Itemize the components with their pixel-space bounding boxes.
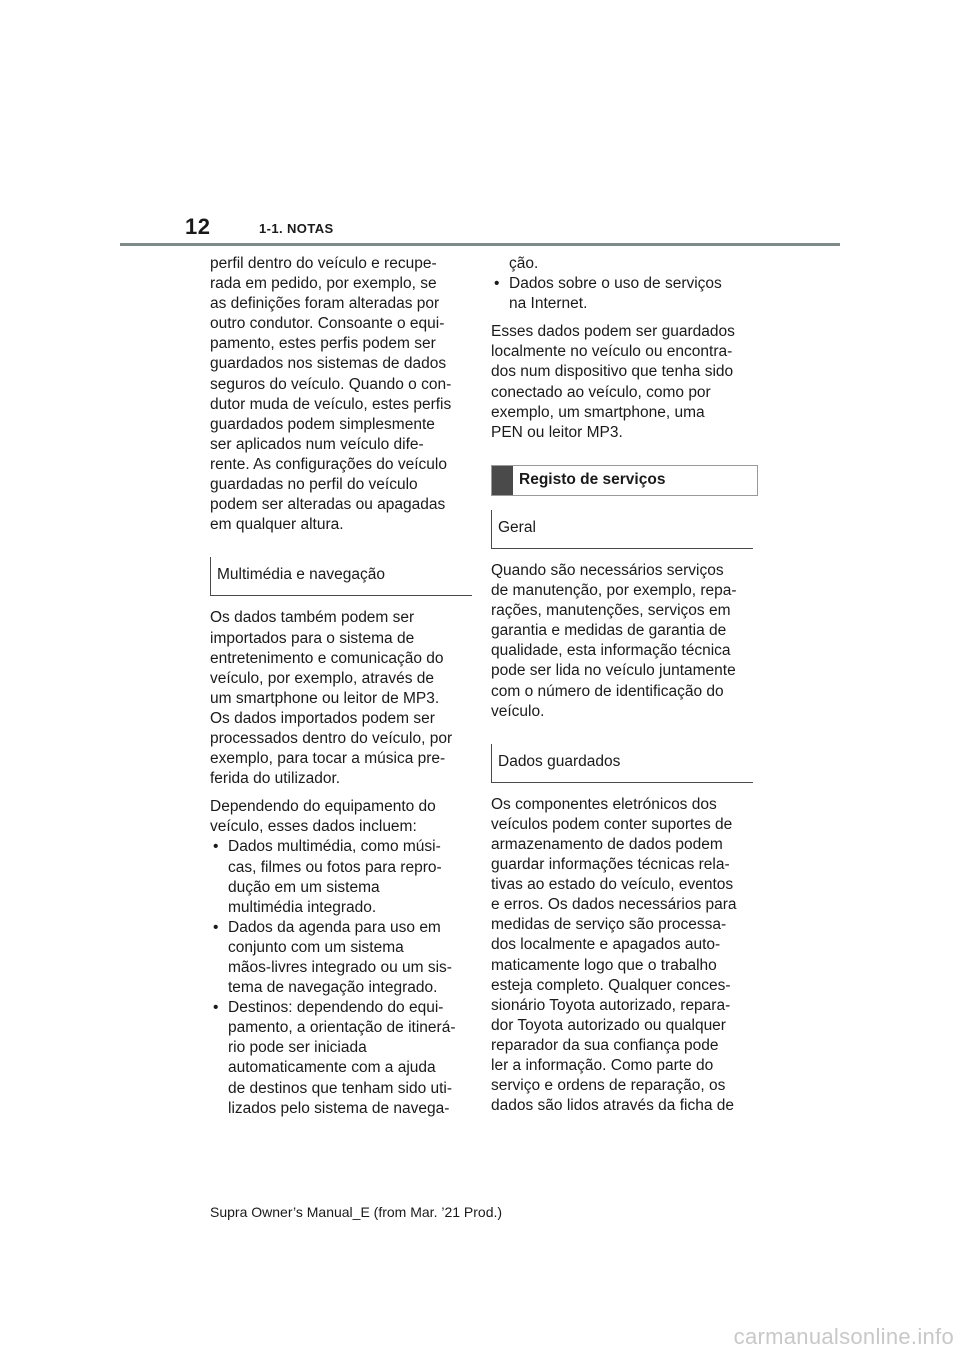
watermark: carmanualsonline.info (733, 1324, 954, 1349)
section-heading-service-log (491, 465, 758, 496)
list-item: • Dados sobre o uso de serviços na Internet. (491, 274, 753, 314)
left-column (210, 254, 472, 1127)
paragraph-equipment: Dependendo do equipamento do veículo, esses dados incluem: (210, 798, 436, 836)
section-heading-text: Registo de serviços (519, 470, 666, 488)
paragraph-imported-data: Os dados também podem ser importados para o sistema de entretenimento e comunicação do veículo, por exemplo, através de um smartphone ou leitor de MP3. Os dados importados podem ser processados dentro do veículo, por exemplo, para tocar a música pre- ferida do utilizador. (210, 609, 453, 788)
paragraph-service: Quando são necessários serviços de manutenção, por exemplo, repa- rações, manutenções, serviços em garantia e medidas de garantia de qualidade, esta informação técnica pode ser lida no veículo juntamente com o número de identificação do veículo. (491, 561, 737, 720)
subheading-general: Geral (491, 510, 753, 549)
footer-text: Supra Owner’s Manual_E (from Mar. ’21 Prod.) (210, 1204, 503, 1220)
bullet-list-data-types (210, 837, 472, 1118)
list-item: • Dados multimédia, como músi- cas, filmes ou fotos para repro- dução em um sistema multimédia integrado. (210, 837, 472, 917)
subheading-stored-data: Dados guardados (491, 744, 753, 783)
paragraph-storage: Esses dados podem ser guardados localmente no veículo ou encontra- dos num dispositivo que tenha sido conectado ao veículo, como por exemplo, um smartphone, uma PEN ou leitor MP3. (491, 323, 735, 441)
bullet-list-continued (491, 254, 753, 314)
heading-marker (492, 466, 513, 495)
right-column (491, 254, 753, 1124)
paragraph-profile: perfil dentro do veículo e recupe- rada em pedido, por exemplo, se as definições foram alteradas por outro condutor. Consoante o equi- pamento, estes perfis podem ser guardados nos sistemas de dados seguros do veículo. Quando o con- dutor muda de veículo, estes perfis guardados podem simplesmente ser aplicados num veículo dife- rente. As configurações do veículo guardadas no perfil do veículo podem ser alteradas ou apagadas em qualquer altura. (210, 255, 452, 534)
subheading-multimedia: Multimédia e navegação (210, 557, 472, 596)
paragraph-components: Os componentes eletrónicos dos veículos podem conter suportes de armazenamento de dados podem guardar informações técnicas rela- tivas ao estado do veículo, eventos e erros. Os dados necessários para medidas de serviço são processa- dos localmente e apagados auto- maticamente logo que o trabalho esteja completo. Qualquer conces- sionário Toyota autorizado, repara- dor Toyota autorizado ou qualquer reparador da sua confiança pode ler a informação. Como parte do serviço e ordens de reparação, os dados são lidos através da ficha de (491, 795, 737, 1115)
page-number: 12 (185, 214, 211, 239)
list-item: • Dados da agenda para uso em conjunto com um sistema mãos-livres integrado ou um sis- tema de navegação integrado. (210, 918, 472, 998)
list-item: • Destinos: dependendo do equi- pamento, a orientação de itinerá- rio pode ser iniciada automaticamente com a ajuda de destinos que tenham sido uti- lizados pelo sistema de navega- (210, 998, 472, 1119)
header-divider (120, 243, 840, 246)
list-item-continuation: ção. (509, 255, 539, 272)
section-title: 1-1. NOTAS (259, 221, 334, 236)
